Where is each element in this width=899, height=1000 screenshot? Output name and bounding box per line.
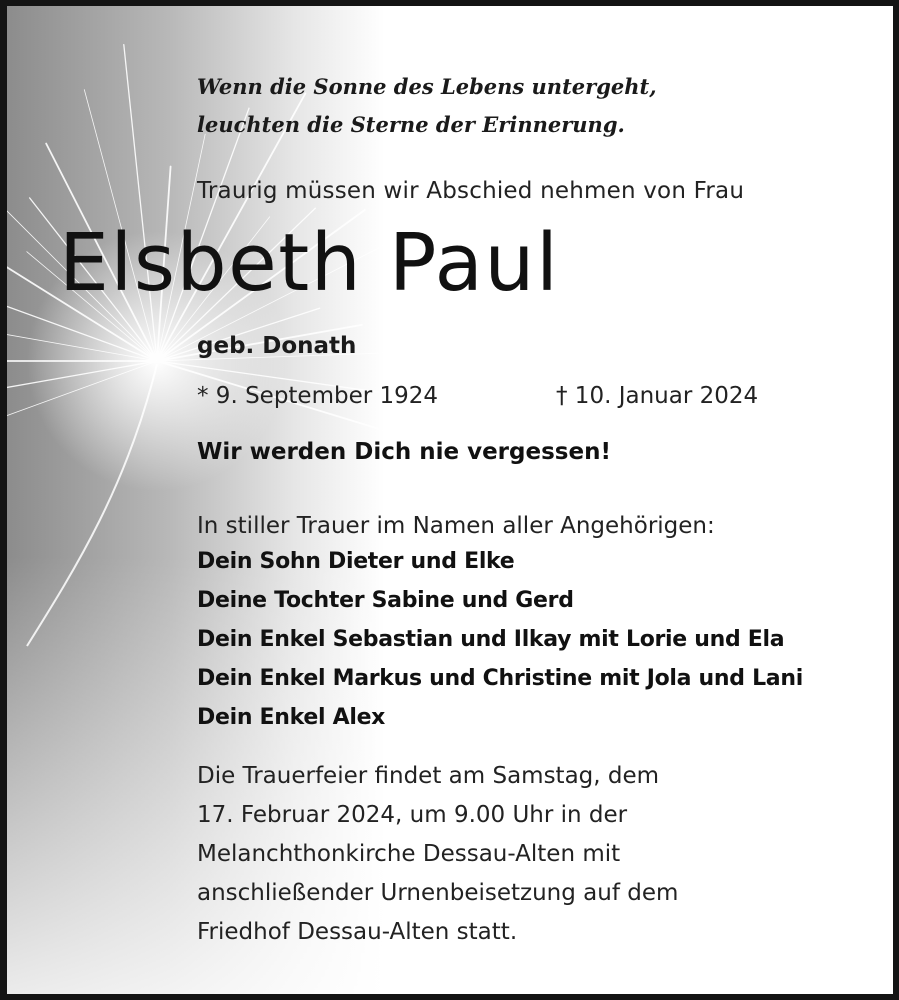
- mourner-line: Deine Tochter Sabine und Gerd: [197, 588, 574, 613]
- memorial-slogan: Wir werden Dich nie vergessen!: [197, 439, 611, 465]
- service-line: Melanchthonkirche Dessau-Alten mit: [197, 841, 621, 867]
- maiden-name: geb. Donath: [197, 333, 357, 359]
- death-date: † 10. Januar 2024: [556, 383, 759, 409]
- service-line: Die Trauerfeier findet am Samstag, dem: [197, 763, 660, 789]
- service-line: 17. Februar 2024, um 9.00 Uhr in der: [197, 802, 628, 828]
- birth-date: * 9. September 1924: [197, 383, 439, 409]
- mourner-line: Dein Enkel Alex: [197, 705, 386, 730]
- motto-line-2: leuchten die Sterne der Erinnerung.: [197, 112, 625, 137]
- motto-line-1: Wenn die Sonne des Lebens untergeht,: [197, 74, 657, 99]
- mourner-line: Dein Enkel Sebastian und Ilkay mit Lorie und Ela: [197, 627, 785, 652]
- mourner-line: Dein Enkel Markus und Christine mit Jola und Lani: [197, 666, 803, 691]
- mourner-line: Dein Sohn Dieter und Elke: [197, 549, 515, 574]
- service-line: anschließender Urnenbeisetzung auf dem: [197, 880, 679, 906]
- intro-text: Traurig müssen wir Abschied nehmen von Frau: [197, 178, 745, 204]
- service-line: Friedhof Dessau-Alten statt.: [197, 919, 518, 945]
- mourners-intro: In stiller Trauer im Namen aller Angehörigen:: [197, 513, 715, 539]
- deceased-name: Elsbeth Paul: [59, 217, 560, 309]
